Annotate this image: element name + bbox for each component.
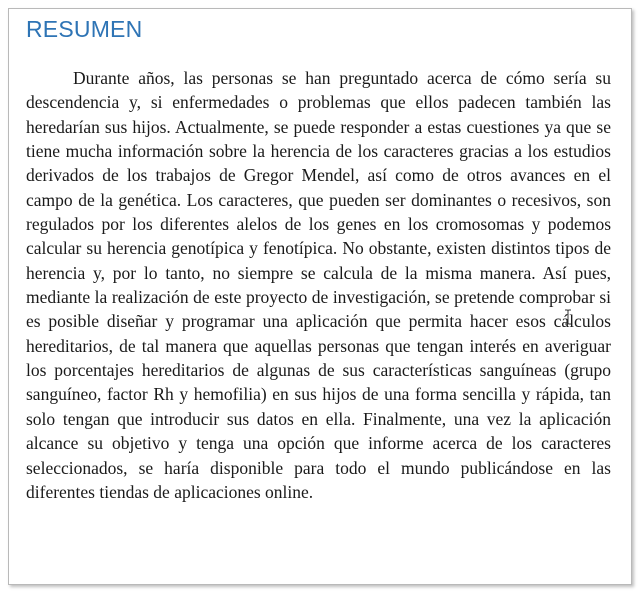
section-title: RESUMEN — [26, 16, 143, 42]
summary-paragraph[interactable]: Durante años, las personas se han preguntado acerca de cómo sería su descendencia y, si enfermedades o problemas que ellos padecen también las heredarían sus hijos. Actualmente, se puede responder a estas cuestiones ya que se tiene mucha información sobre la herencia de los caracteres gracias a los estudios derivados de los trabajos de Gregor Mendel, así como de otros avances en el campo de la genética. Los caracteres, que pueden ser dominantes o recesivos, son regulados por los diferentes alelos de los genes en los cromosomas y podemos calcular su herencia genotípica y fenotípica. No obstante, existen distintos tipos de herencia y, por lo tanto, no siempre se calcula de la misma manera. Así pues, mediante la realización de este proyecto de investigación, se pretende comprobar si es posible diseñar y programar una aplicación que permita hacer esos cálculos hereditarios, de tal manera que aquellas personas que tengan interés en averiguar los porcentajes hereditarios de algunas de sus características sanguíneas (grupo sanguíneo, factor Rh y hemofilia) en sus hijos de una forma sencilla y rápida, tan solo tengan que introducir sus datos en ella. Finalmente, una vez la aplicación alcance su objetivo y tenga una opción que informe acerca de los caracteres seleccionados, se haría disponible para todo el mundo publicándose en las diferentes tiendas de aplicaciones online. — [26, 68, 611, 502]
summary-box — [8, 8, 632, 585]
